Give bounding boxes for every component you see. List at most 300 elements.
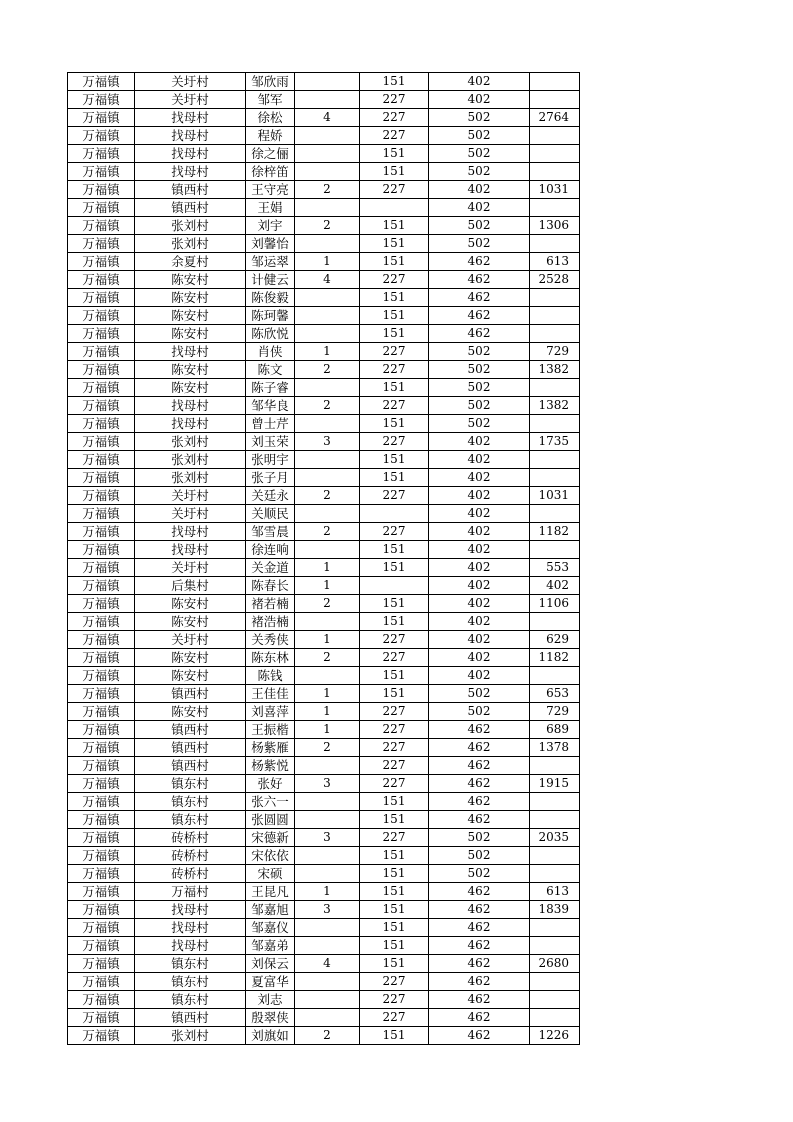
total-cell: 629 bbox=[530, 631, 580, 649]
village-cell: 砖桥村 bbox=[135, 847, 246, 865]
town-cell: 万福镇 bbox=[68, 433, 135, 451]
town-cell: 万福镇 bbox=[68, 325, 135, 343]
town-cell: 万福镇 bbox=[68, 613, 135, 631]
household-count-cell: 4 bbox=[295, 271, 360, 289]
value-b-cell: 462 bbox=[429, 307, 530, 325]
village-cell: 找母村 bbox=[135, 937, 246, 955]
village-cell: 镇西村 bbox=[135, 721, 246, 739]
value-a-cell: 151 bbox=[360, 253, 429, 271]
village-cell: 陈安村 bbox=[135, 649, 246, 667]
value-b-cell: 462 bbox=[429, 253, 530, 271]
table-row bbox=[68, 379, 580, 397]
value-a-cell: 151 bbox=[360, 559, 429, 577]
household-count-cell bbox=[295, 757, 360, 775]
value-b-cell: 402 bbox=[429, 667, 530, 685]
roster-table-body bbox=[68, 73, 580, 1045]
town-cell: 万福镇 bbox=[68, 397, 135, 415]
table-row bbox=[68, 361, 580, 379]
table-row bbox=[68, 991, 580, 1009]
town-cell: 万福镇 bbox=[68, 955, 135, 973]
household-count-cell bbox=[295, 73, 360, 91]
value-a-cell: 151 bbox=[360, 1027, 429, 1045]
household-count-cell bbox=[295, 847, 360, 865]
village-cell: 余夏村 bbox=[135, 253, 246, 271]
value-a-cell: 151 bbox=[360, 919, 429, 937]
value-b-cell: 462 bbox=[429, 919, 530, 937]
total-cell: 1378 bbox=[530, 739, 580, 757]
value-a-cell: 227 bbox=[360, 775, 429, 793]
town-cell: 万福镇 bbox=[68, 343, 135, 361]
total-cell: 613 bbox=[530, 253, 580, 271]
town-cell: 万福镇 bbox=[68, 163, 135, 181]
value-a-cell: 227 bbox=[360, 523, 429, 541]
value-a-cell: 151 bbox=[360, 469, 429, 487]
household-count-cell bbox=[295, 1009, 360, 1027]
value-b-cell: 462 bbox=[429, 739, 530, 757]
value-a-cell: 151 bbox=[360, 865, 429, 883]
value-a-cell: 227 bbox=[360, 649, 429, 667]
value-a-cell: 227 bbox=[360, 703, 429, 721]
town-cell: 万福镇 bbox=[68, 253, 135, 271]
value-b-cell: 402 bbox=[429, 523, 530, 541]
table-row bbox=[68, 721, 580, 739]
value-b-cell: 502 bbox=[429, 685, 530, 703]
total-cell bbox=[530, 127, 580, 145]
total-cell: 1735 bbox=[530, 433, 580, 451]
household-count-cell: 2 bbox=[295, 217, 360, 235]
household-count-cell: 2 bbox=[295, 361, 360, 379]
value-a-cell: 151 bbox=[360, 883, 429, 901]
village-cell: 砖桥村 bbox=[135, 865, 246, 883]
value-b-cell: 402 bbox=[429, 73, 530, 91]
value-a-cell: 151 bbox=[360, 307, 429, 325]
town-cell: 万福镇 bbox=[68, 829, 135, 847]
total-cell bbox=[530, 289, 580, 307]
table-row bbox=[68, 883, 580, 901]
household-count-cell bbox=[295, 415, 360, 433]
village-cell: 镇西村 bbox=[135, 757, 246, 775]
village-cell: 关圩村 bbox=[135, 559, 246, 577]
table-row bbox=[68, 793, 580, 811]
name-cell: 陈欣悦 bbox=[246, 325, 295, 343]
total-cell bbox=[530, 613, 580, 631]
village-cell: 张刘村 bbox=[135, 451, 246, 469]
table-row bbox=[68, 199, 580, 217]
village-cell: 陈安村 bbox=[135, 379, 246, 397]
value-a-cell: 227 bbox=[360, 109, 429, 127]
household-count-cell bbox=[295, 235, 360, 253]
town-cell: 万福镇 bbox=[68, 577, 135, 595]
table-row bbox=[68, 955, 580, 973]
town-cell: 万福镇 bbox=[68, 1027, 135, 1045]
household-count-cell: 1 bbox=[295, 343, 360, 361]
village-cell: 张刘村 bbox=[135, 235, 246, 253]
total-cell bbox=[530, 235, 580, 253]
name-cell: 肖侠 bbox=[246, 343, 295, 361]
value-b-cell: 462 bbox=[429, 793, 530, 811]
household-count-cell bbox=[295, 991, 360, 1009]
household-count-cell: 2 bbox=[295, 487, 360, 505]
village-cell: 镇东村 bbox=[135, 991, 246, 1009]
table-row bbox=[68, 91, 580, 109]
name-cell: 陈珂馨 bbox=[246, 307, 295, 325]
village-cell: 镇西村 bbox=[135, 199, 246, 217]
total-cell bbox=[530, 379, 580, 397]
village-cell: 张刘村 bbox=[135, 217, 246, 235]
table-row bbox=[68, 631, 580, 649]
value-a-cell: 227 bbox=[360, 721, 429, 739]
table-row bbox=[68, 775, 580, 793]
table-row bbox=[68, 271, 580, 289]
total-cell bbox=[530, 793, 580, 811]
value-b-cell: 502 bbox=[429, 361, 530, 379]
value-b-cell: 462 bbox=[429, 811, 530, 829]
total-cell: 1382 bbox=[530, 397, 580, 415]
table-row bbox=[68, 145, 580, 163]
town-cell: 万福镇 bbox=[68, 685, 135, 703]
name-cell: 陈东林 bbox=[246, 649, 295, 667]
name-cell: 邹嘉弟 bbox=[246, 937, 295, 955]
value-a-cell: 151 bbox=[360, 289, 429, 307]
value-b-cell: 502 bbox=[429, 163, 530, 181]
village-cell: 张刘村 bbox=[135, 469, 246, 487]
value-a-cell: 227 bbox=[360, 487, 429, 505]
total-cell bbox=[530, 505, 580, 523]
household-count-cell: 1 bbox=[295, 721, 360, 739]
household-count-cell bbox=[295, 325, 360, 343]
table-row bbox=[68, 847, 580, 865]
value-a-cell: 151 bbox=[360, 379, 429, 397]
household-count-cell: 3 bbox=[295, 901, 360, 919]
town-cell: 万福镇 bbox=[68, 793, 135, 811]
table-row bbox=[68, 181, 580, 199]
household-count-cell bbox=[295, 919, 360, 937]
name-cell: 王娟 bbox=[246, 199, 295, 217]
total-cell bbox=[530, 541, 580, 559]
total-cell: 729 bbox=[530, 343, 580, 361]
name-cell: 曾士芹 bbox=[246, 415, 295, 433]
value-b-cell: 462 bbox=[429, 1009, 530, 1027]
table-row bbox=[68, 757, 580, 775]
town-cell: 万福镇 bbox=[68, 541, 135, 559]
household-count-cell bbox=[295, 793, 360, 811]
village-cell: 陈安村 bbox=[135, 613, 246, 631]
household-count-cell bbox=[295, 91, 360, 109]
total-cell bbox=[530, 73, 580, 91]
village-cell: 找母村 bbox=[135, 901, 246, 919]
total-cell bbox=[530, 145, 580, 163]
total-cell: 1839 bbox=[530, 901, 580, 919]
village-cell: 后集村 bbox=[135, 577, 246, 595]
value-b-cell: 402 bbox=[429, 505, 530, 523]
value-a-cell: 151 bbox=[360, 793, 429, 811]
household-count-cell bbox=[295, 379, 360, 397]
value-a-cell: 227 bbox=[360, 973, 429, 991]
village-cell: 陈安村 bbox=[135, 325, 246, 343]
village-cell: 找母村 bbox=[135, 397, 246, 415]
table-row bbox=[68, 649, 580, 667]
table-row bbox=[68, 127, 580, 145]
household-count-cell bbox=[295, 469, 360, 487]
table-row bbox=[68, 595, 580, 613]
town-cell: 万福镇 bbox=[68, 199, 135, 217]
village-cell: 找母村 bbox=[135, 523, 246, 541]
household-count-cell: 2 bbox=[295, 739, 360, 757]
name-cell: 刘喜萍 bbox=[246, 703, 295, 721]
table-row bbox=[68, 73, 580, 91]
name-cell: 邹嘉旭 bbox=[246, 901, 295, 919]
name-cell: 杨紫雁 bbox=[246, 739, 295, 757]
value-a-cell: 227 bbox=[360, 1009, 429, 1027]
household-count-cell bbox=[295, 811, 360, 829]
total-cell bbox=[530, 919, 580, 937]
total-cell: 553 bbox=[530, 559, 580, 577]
village-cell: 镇东村 bbox=[135, 775, 246, 793]
household-count-cell: 1 bbox=[295, 883, 360, 901]
table-row bbox=[68, 253, 580, 271]
value-b-cell: 402 bbox=[429, 613, 530, 631]
town-cell: 万福镇 bbox=[68, 721, 135, 739]
value-a-cell: 227 bbox=[360, 991, 429, 1009]
value-b-cell: 402 bbox=[429, 649, 530, 667]
household-count-cell: 1 bbox=[295, 253, 360, 271]
value-a-cell: 227 bbox=[360, 739, 429, 757]
village-cell: 关圩村 bbox=[135, 91, 246, 109]
town-cell: 万福镇 bbox=[68, 775, 135, 793]
value-b-cell: 462 bbox=[429, 721, 530, 739]
village-cell: 镇西村 bbox=[135, 1009, 246, 1027]
table-row bbox=[68, 577, 580, 595]
total-cell: 2035 bbox=[530, 829, 580, 847]
town-cell: 万福镇 bbox=[68, 181, 135, 199]
name-cell: 王昆凡 bbox=[246, 883, 295, 901]
total-cell: 1031 bbox=[530, 181, 580, 199]
village-cell: 陈安村 bbox=[135, 307, 246, 325]
name-cell: 张好 bbox=[246, 775, 295, 793]
name-cell: 关顺民 bbox=[246, 505, 295, 523]
total-cell bbox=[530, 865, 580, 883]
total-cell: 1031 bbox=[530, 487, 580, 505]
name-cell: 王振楷 bbox=[246, 721, 295, 739]
table-row bbox=[68, 397, 580, 415]
village-cell: 镇东村 bbox=[135, 973, 246, 991]
value-a-cell: 227 bbox=[360, 361, 429, 379]
total-cell bbox=[530, 937, 580, 955]
town-cell: 万福镇 bbox=[68, 631, 135, 649]
household-count-cell bbox=[295, 541, 360, 559]
value-a-cell: 151 bbox=[360, 847, 429, 865]
table-row bbox=[68, 739, 580, 757]
name-cell: 殷翠侠 bbox=[246, 1009, 295, 1027]
total-cell bbox=[530, 667, 580, 685]
village-cell: 陈安村 bbox=[135, 361, 246, 379]
town-cell: 万福镇 bbox=[68, 559, 135, 577]
name-cell: 邹雪晨 bbox=[246, 523, 295, 541]
value-b-cell: 462 bbox=[429, 991, 530, 1009]
household-count-cell: 3 bbox=[295, 775, 360, 793]
value-b-cell: 402 bbox=[429, 541, 530, 559]
table-row bbox=[68, 163, 580, 181]
name-cell: 褚浩楠 bbox=[246, 613, 295, 631]
value-b-cell: 502 bbox=[429, 109, 530, 127]
value-b-cell: 502 bbox=[429, 379, 530, 397]
town-cell: 万福镇 bbox=[68, 847, 135, 865]
total-cell bbox=[530, 847, 580, 865]
name-cell: 邹华良 bbox=[246, 397, 295, 415]
town-cell: 万福镇 bbox=[68, 703, 135, 721]
village-cell: 找母村 bbox=[135, 541, 246, 559]
value-b-cell: 462 bbox=[429, 757, 530, 775]
value-b-cell: 502 bbox=[429, 127, 530, 145]
household-count-cell: 2 bbox=[295, 397, 360, 415]
table-row bbox=[68, 469, 580, 487]
value-a-cell: 151 bbox=[360, 667, 429, 685]
table-row bbox=[68, 451, 580, 469]
value-b-cell: 402 bbox=[429, 433, 530, 451]
town-cell: 万福镇 bbox=[68, 523, 135, 541]
value-b-cell: 502 bbox=[429, 397, 530, 415]
table-row bbox=[68, 289, 580, 307]
town-cell: 万福镇 bbox=[68, 811, 135, 829]
value-a-cell: 151 bbox=[360, 163, 429, 181]
village-cell: 陈安村 bbox=[135, 271, 246, 289]
table-row bbox=[68, 325, 580, 343]
town-cell: 万福镇 bbox=[68, 991, 135, 1009]
table-row bbox=[68, 937, 580, 955]
total-cell bbox=[530, 991, 580, 1009]
total-cell bbox=[530, 757, 580, 775]
household-count-cell: 4 bbox=[295, 955, 360, 973]
town-cell: 万福镇 bbox=[68, 937, 135, 955]
town-cell: 万福镇 bbox=[68, 649, 135, 667]
household-count-cell: 2 bbox=[295, 181, 360, 199]
table-row bbox=[68, 415, 580, 433]
name-cell: 张六一 bbox=[246, 793, 295, 811]
name-cell: 徐之俪 bbox=[246, 145, 295, 163]
value-a-cell bbox=[360, 577, 429, 595]
name-cell: 陈春长 bbox=[246, 577, 295, 595]
village-cell: 镇西村 bbox=[135, 685, 246, 703]
town-cell: 万福镇 bbox=[68, 379, 135, 397]
name-cell: 陈文 bbox=[246, 361, 295, 379]
village-cell: 陈安村 bbox=[135, 595, 246, 613]
town-cell: 万福镇 bbox=[68, 883, 135, 901]
village-cell: 万福村 bbox=[135, 883, 246, 901]
value-b-cell: 462 bbox=[429, 775, 530, 793]
name-cell: 刘保云 bbox=[246, 955, 295, 973]
household-count-cell: 1 bbox=[295, 703, 360, 721]
total-cell bbox=[530, 325, 580, 343]
name-cell: 张圆圆 bbox=[246, 811, 295, 829]
town-cell: 万福镇 bbox=[68, 109, 135, 127]
town-cell: 万福镇 bbox=[68, 217, 135, 235]
table-row bbox=[68, 1027, 580, 1045]
household-count-cell: 2 bbox=[295, 1027, 360, 1045]
household-count-cell: 2 bbox=[295, 649, 360, 667]
town-cell: 万福镇 bbox=[68, 91, 135, 109]
name-cell: 刘玉荣 bbox=[246, 433, 295, 451]
value-b-cell: 402 bbox=[429, 559, 530, 577]
value-a-cell: 227 bbox=[360, 91, 429, 109]
value-a-cell bbox=[360, 505, 429, 523]
household-count-cell: 1 bbox=[295, 631, 360, 649]
name-cell: 张子月 bbox=[246, 469, 295, 487]
value-a-cell: 227 bbox=[360, 829, 429, 847]
town-cell: 万福镇 bbox=[68, 919, 135, 937]
town-cell: 万福镇 bbox=[68, 469, 135, 487]
household-count-cell bbox=[295, 289, 360, 307]
name-cell: 刘旗如 bbox=[246, 1027, 295, 1045]
value-b-cell: 462 bbox=[429, 901, 530, 919]
name-cell: 关金道 bbox=[246, 559, 295, 577]
table-row bbox=[68, 901, 580, 919]
town-cell: 万福镇 bbox=[68, 415, 135, 433]
value-b-cell: 402 bbox=[429, 199, 530, 217]
household-count-cell bbox=[295, 865, 360, 883]
table-row bbox=[68, 811, 580, 829]
table-row bbox=[68, 667, 580, 685]
household-count-cell bbox=[295, 937, 360, 955]
table-row bbox=[68, 973, 580, 991]
total-cell: 2528 bbox=[530, 271, 580, 289]
town-cell: 万福镇 bbox=[68, 865, 135, 883]
name-cell: 邹军 bbox=[246, 91, 295, 109]
village-cell: 镇东村 bbox=[135, 955, 246, 973]
value-a-cell: 227 bbox=[360, 433, 429, 451]
total-cell: 613 bbox=[530, 883, 580, 901]
town-cell: 万福镇 bbox=[68, 271, 135, 289]
value-b-cell: 402 bbox=[429, 451, 530, 469]
value-b-cell: 402 bbox=[429, 595, 530, 613]
total-cell bbox=[530, 973, 580, 991]
household-count-cell bbox=[295, 199, 360, 217]
village-cell: 陈安村 bbox=[135, 289, 246, 307]
name-cell: 程娇 bbox=[246, 127, 295, 145]
total-cell: 1306 bbox=[530, 217, 580, 235]
value-a-cell: 151 bbox=[360, 73, 429, 91]
total-cell: 1915 bbox=[530, 775, 580, 793]
value-b-cell: 402 bbox=[429, 577, 530, 595]
household-count-cell bbox=[295, 307, 360, 325]
table-row bbox=[68, 109, 580, 127]
value-b-cell: 462 bbox=[429, 883, 530, 901]
value-b-cell: 502 bbox=[429, 703, 530, 721]
value-b-cell: 402 bbox=[429, 469, 530, 487]
value-b-cell: 462 bbox=[429, 937, 530, 955]
table-row bbox=[68, 523, 580, 541]
value-b-cell: 462 bbox=[429, 973, 530, 991]
value-b-cell: 402 bbox=[429, 631, 530, 649]
town-cell: 万福镇 bbox=[68, 739, 135, 757]
table-row bbox=[68, 217, 580, 235]
total-cell: 1182 bbox=[530, 649, 580, 667]
total-cell bbox=[530, 415, 580, 433]
value-b-cell: 502 bbox=[429, 145, 530, 163]
value-b-cell: 502 bbox=[429, 829, 530, 847]
household-count-cell bbox=[295, 145, 360, 163]
value-a-cell: 227 bbox=[360, 181, 429, 199]
value-b-cell: 462 bbox=[429, 1027, 530, 1045]
town-cell: 万福镇 bbox=[68, 901, 135, 919]
value-a-cell: 151 bbox=[360, 685, 429, 703]
table-row bbox=[68, 343, 580, 361]
value-a-cell: 227 bbox=[360, 271, 429, 289]
table-row bbox=[68, 433, 580, 451]
town-cell: 万福镇 bbox=[68, 235, 135, 253]
value-a-cell: 151 bbox=[360, 451, 429, 469]
value-b-cell: 502 bbox=[429, 235, 530, 253]
value-b-cell: 462 bbox=[429, 289, 530, 307]
